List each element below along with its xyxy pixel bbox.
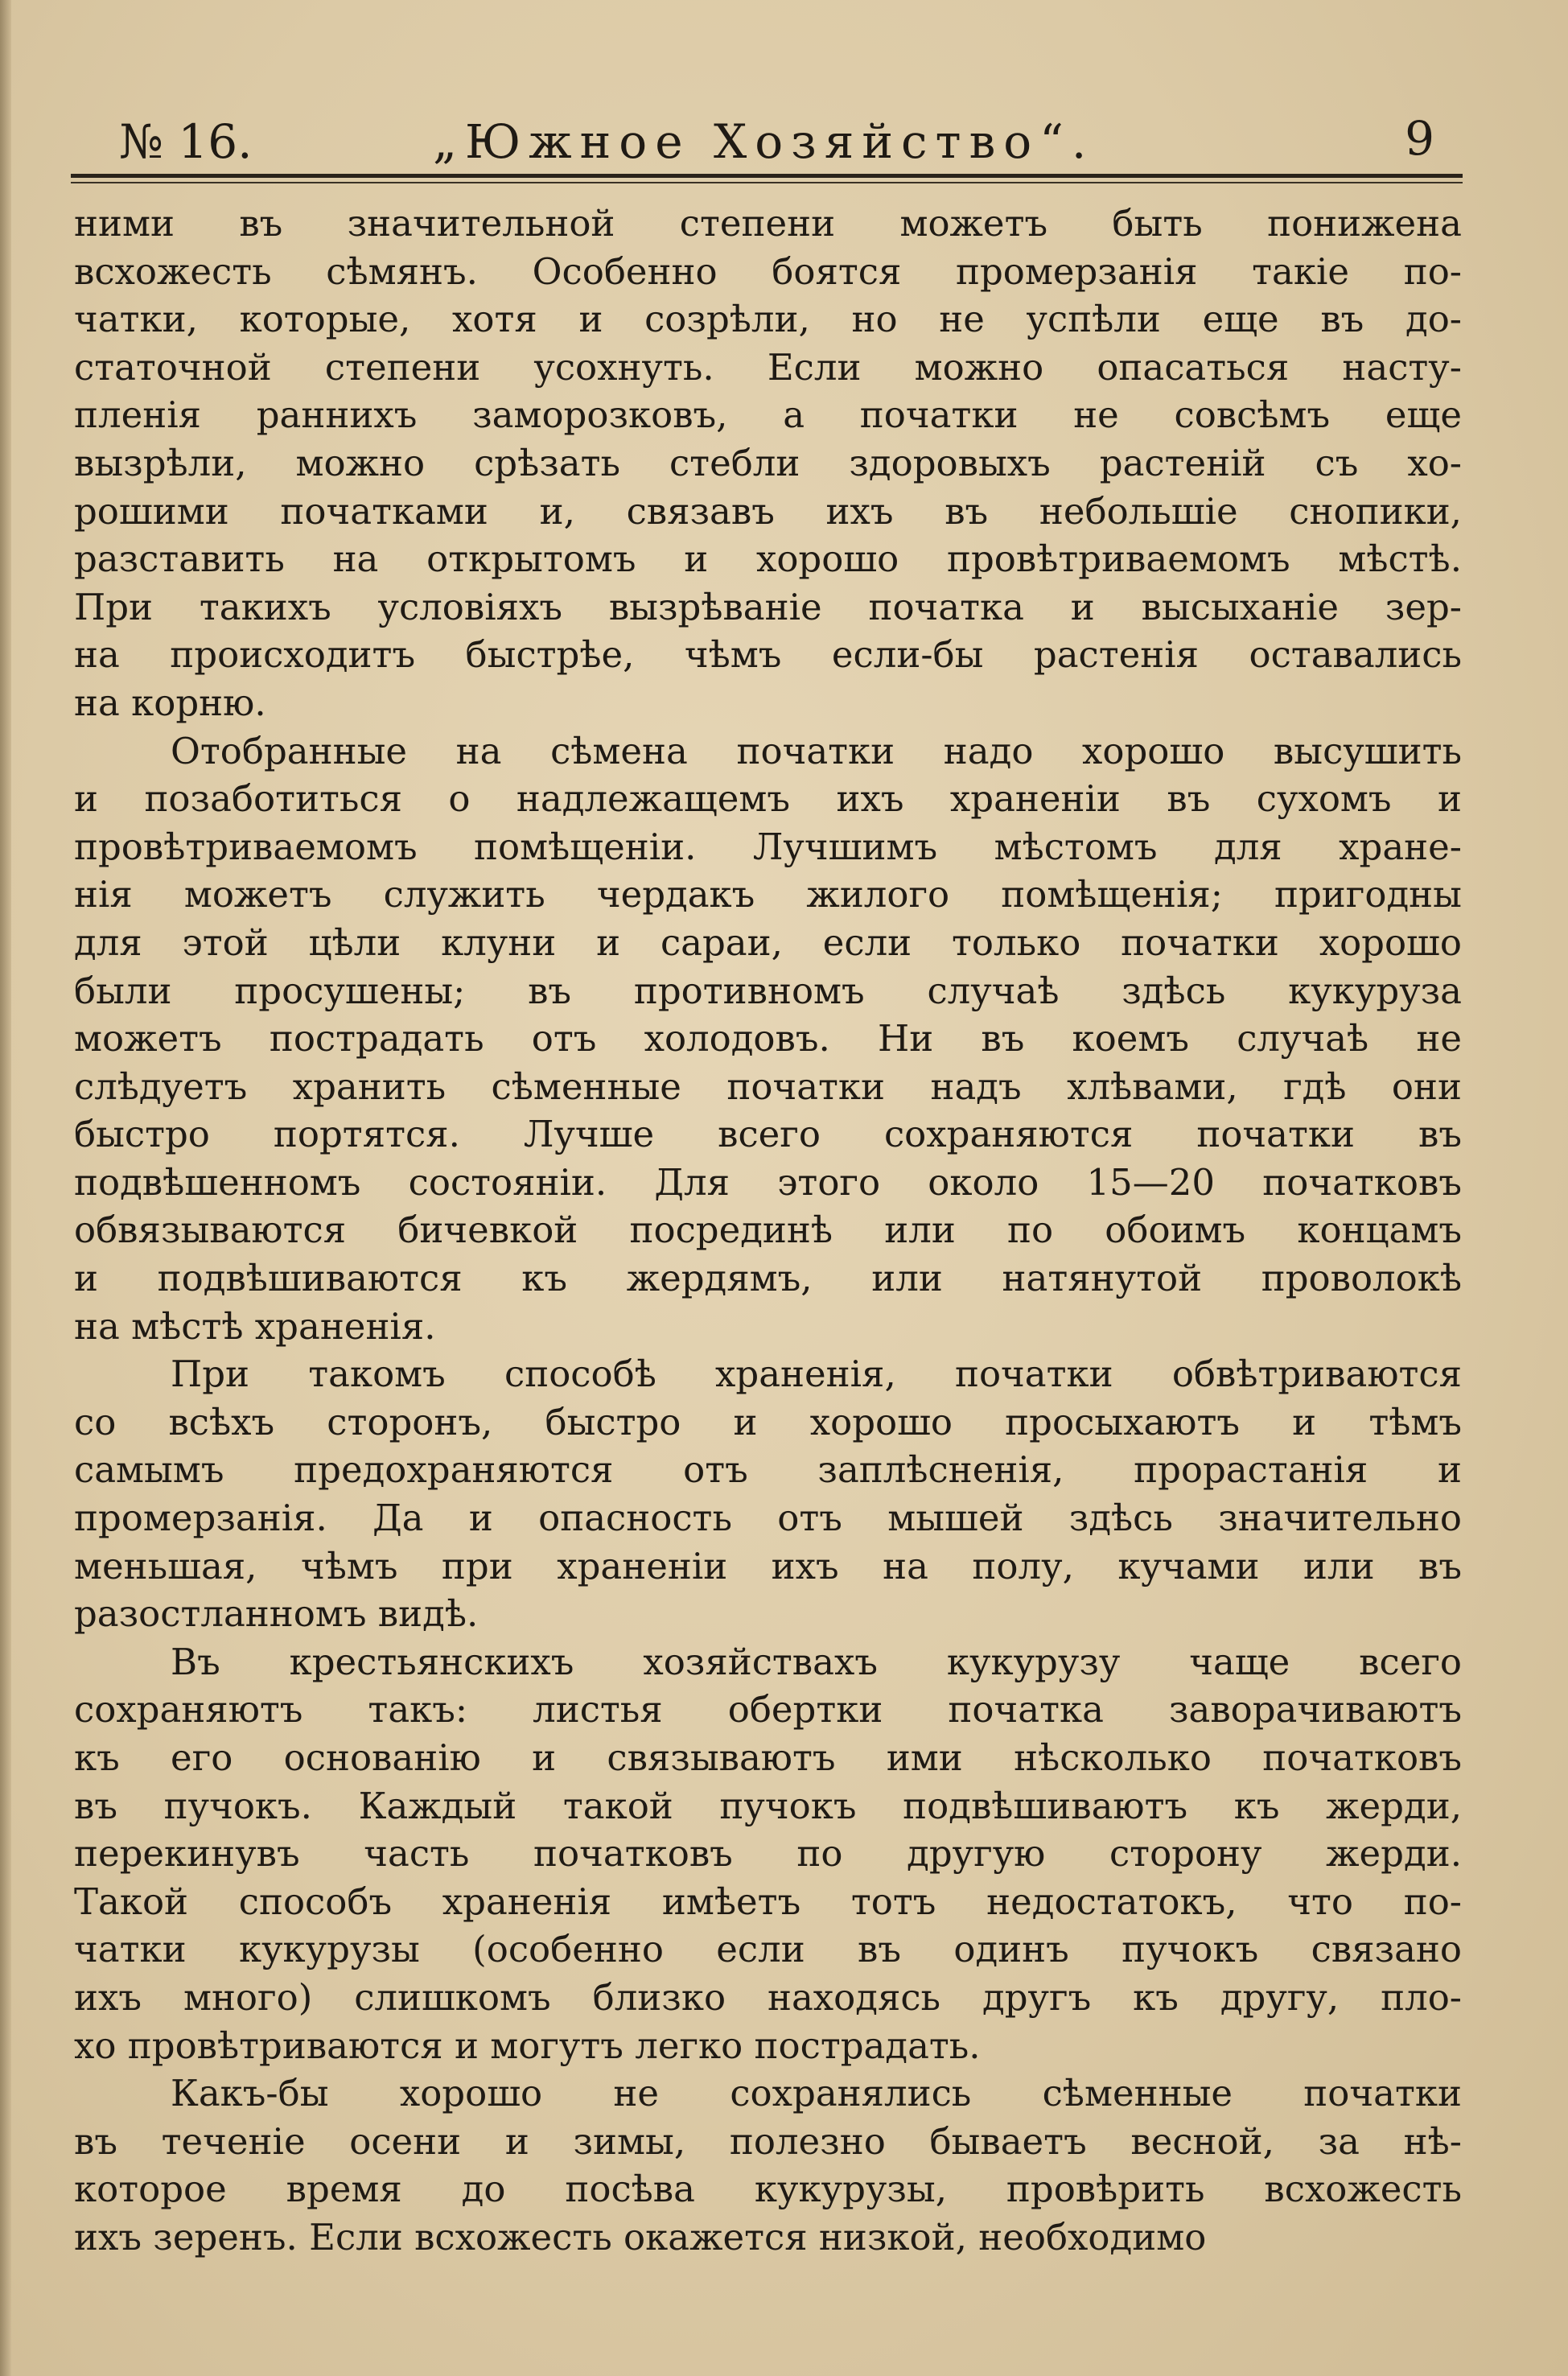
text-line: ними въ значительной степени можетъ быть понижена bbox=[74, 202, 1462, 245]
journal-title: „Южное Хозяйство“. bbox=[433, 114, 1095, 169]
text-line: Въ крестьянскихъ хозяйствахъ кукурузу чаще всего bbox=[171, 1640, 1462, 1683]
text-line: со всѣхъ сторонъ, быстро и хорошо просыхаютъ и тѣмъ bbox=[74, 1400, 1462, 1443]
text-line: разставить на открытомъ и хорошо провѣтриваемомъ мѣстѣ. bbox=[74, 537, 1462, 581]
text-line: Какъ-бы хорошо не сохранялись сѣменные початки bbox=[171, 2072, 1462, 2115]
running-header bbox=[111, 111, 1459, 171]
text-line: провѣтриваемомъ помѣщеніи. Лучшимъ мѣстомъ для хране- bbox=[74, 825, 1462, 868]
paragraph bbox=[74, 727, 1462, 1351]
text-line: чатки, которые, хотя и созрѣли, но не успѣли еще въ до- bbox=[74, 298, 1462, 341]
paragraph bbox=[74, 1350, 1462, 1638]
text-line: къ его основанію и связываютъ ими нѣсколько початковъ bbox=[74, 1736, 1462, 1779]
paragraph bbox=[74, 2069, 1462, 2261]
text-line: можетъ пострадать отъ холодовъ. Ни въ коемъ случаѣ не bbox=[74, 1017, 1462, 1060]
paragraph bbox=[74, 200, 1462, 727]
text-line: на мѣстѣ храненія. bbox=[74, 1304, 436, 1348]
text-line: промерзанія. Да и опасность отъ мышей здѣсь значительно bbox=[74, 1497, 1462, 1540]
text-line: статочной степени усохнуть. Если можно опасаться насту- bbox=[74, 345, 1462, 389]
issue-number: № 16. bbox=[119, 114, 253, 169]
text-line: на корню. bbox=[74, 681, 266, 724]
text-line: были просушены; въ противномъ случаѣ здѣсь кукуруза bbox=[74, 969, 1462, 1012]
text-line: ихъ зеренъ. Если всхожесть окажется низкой, необходимо bbox=[74, 2215, 1207, 2259]
text-line: подвѣшенномъ состояніи. Для этого около 15—20 початковъ bbox=[74, 1160, 1462, 1204]
text-line: меньшая, чѣмъ при храненіи ихъ на полу, кучами или въ bbox=[74, 1544, 1462, 1587]
text-line: на происходитъ быстрѣе, чѣмъ если-бы растенія оставались bbox=[74, 633, 1462, 677]
text-line: въ теченіе осени и зимы, полезно бываетъ весной, за нѣ- bbox=[74, 2119, 1462, 2163]
text-line: Такой способъ храненія имѣетъ тотъ недостатокъ, что по- bbox=[74, 1880, 1462, 1923]
text-line: Отобранные на сѣмена початки надо хорошо высушить bbox=[171, 729, 1462, 772]
text-line: При такомъ способѣ храненія, початки обвѣтриваются bbox=[171, 1353, 1462, 1396]
text-line: быстро портятся. Лучше всего сохраняются початки въ bbox=[74, 1113, 1462, 1156]
text-line: сохраняютъ такъ: листья обертки початка заворачиваютъ bbox=[74, 1688, 1462, 1732]
text-line: перекинувъ часть початковъ по другую сторону жерди. bbox=[74, 1832, 1462, 1876]
text-line: всхожесть сѣмянъ. Особенно боятся промерзанія такіе по- bbox=[74, 249, 1462, 293]
text-line: для этой цѣли клуни и сараи, если только початки хорошо bbox=[74, 920, 1462, 964]
paragraph bbox=[74, 1638, 1462, 2069]
text-line: самымъ предохраняются отъ заплѣсненія, прорастанія и bbox=[74, 1448, 1462, 1492]
text-line: обвязываются бичевкой посрединѣ или по обоимъ концамъ bbox=[74, 1209, 1462, 1252]
text-line: разостланномъ видѣ. bbox=[74, 1592, 479, 1636]
header-rule-thick bbox=[71, 174, 1463, 178]
article-body bbox=[74, 200, 1462, 2262]
page-binding-edge bbox=[0, 0, 11, 2376]
text-line: При такихъ условіяхъ вызрѣваніе початка и высыханіе зер- bbox=[74, 585, 1462, 628]
text-line: и подвѣшиваются къ жердямъ, или натянутой проволокѣ bbox=[74, 1257, 1462, 1300]
text-line: и позаботиться о надлежащемъ ихъ храненіи въ сухомъ и bbox=[74, 777, 1462, 821]
text-line: рошими початками и, связавъ ихъ въ небольшіе снопики, bbox=[74, 489, 1462, 533]
text-line: пленія раннихъ заморозковъ, а початки не совсѣмъ еще bbox=[74, 393, 1462, 437]
text-line: слѣдуетъ хранить сѣменные початки надъ хлѣвами, гдѣ они bbox=[74, 1064, 1462, 1108]
text-line: вызрѣли, можно срѣзать стебли здоровыхъ растеній съ хо- bbox=[74, 441, 1462, 484]
header-rule-thin bbox=[71, 182, 1463, 183]
text-line: чатки кукурузы (особенно если въ одинъ пучокъ связано bbox=[74, 1928, 1462, 1971]
text-line: ихъ много) слишкомъ близко находясь другъ къ другу, пло- bbox=[74, 1975, 1462, 2019]
text-line: въ пучокъ. Каждый такой пучокъ подвѣшиваютъ къ жерди, bbox=[74, 1784, 1462, 1827]
text-line: хо провѣтриваются и могутъ легко пострадать. bbox=[74, 2024, 981, 2067]
text-line: которое время до посѣва кукурузы, провѣрить всхожесть bbox=[74, 2168, 1462, 2211]
text-line: нія можетъ служить чердакъ жилого помѣщенія; пригодны bbox=[74, 873, 1462, 916]
page-number: 9 bbox=[1405, 111, 1434, 166]
